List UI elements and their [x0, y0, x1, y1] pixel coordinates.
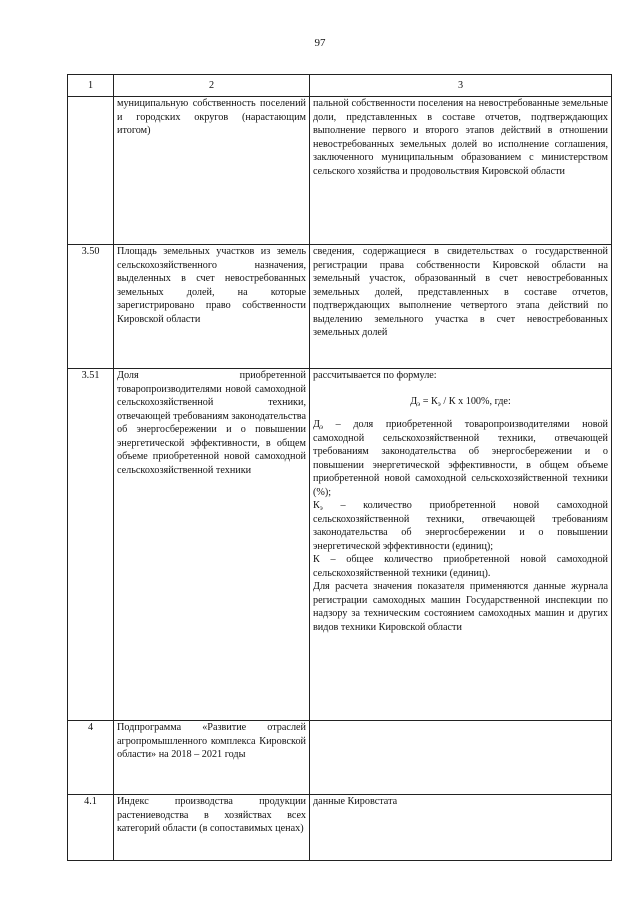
- table-row: [68, 369, 612, 721]
- definition-symbol: К: [313, 554, 320, 565]
- definition-text: – количество приобретенной новой самоходной сельскохозяйственной техники, отвечающей требованиям законодательства об энергосбережении и о повышении энергетической эффективности (единиц);: [313, 500, 608, 552]
- formula: [313, 395, 608, 409]
- formula-rest: / К х 100%, где:: [440, 395, 511, 407]
- row-number: 3.50: [68, 245, 114, 369]
- data-source-note: Для расчета значения показателя применяются данные журнала регистрации самоходных машин Государственной инспекции по надзору за техническим состоянием самоходных машин и других видов техники Кировской области: [313, 581, 608, 633]
- column-header-1: 1: [68, 75, 114, 97]
- page-number: 97: [314, 37, 326, 49]
- row-number: 4: [68, 721, 114, 795]
- definition-text: – доля приобретенной товаропроизводителями новой самоходной сельскохозяйственной техники, отвечающей требованиям законодательства об энергосбережении и о повышении энергетической эффективности, в общем объеме приобретенной новой самоходной сельскохозяйственной техники (%);: [313, 419, 608, 498]
- column-header-2: 2: [114, 75, 310, 97]
- indicator-name: Подпрограмма «Развитие отраслей агропромышленного комплекса Кировской области» на 2018 – 2021 годы: [114, 721, 310, 795]
- row-number: 4.1: [68, 795, 114, 861]
- table-row: [68, 245, 612, 369]
- indicator-method: [310, 721, 612, 795]
- indicator-method: пальной собственности поселения на невостребованные земельные доли, представленных в составе отчетов, подтверждающих выполнение первого и второго этапов действий в отношении невостребованных земельных долей во исполнение соглашения, заключенного муниципальным образованием с министерством сельского хозяйства и продовольствия Кировской области: [310, 97, 612, 245]
- definition-symbol: Д: [313, 419, 320, 430]
- formula-subscript: э: [437, 399, 441, 408]
- indicator-name: Площадь земельных участков из земель сельскохозяйственного назначения, выделенных в счет невостребованных земельных долей, на которые зарегистрировано право собственности Кировской области: [114, 245, 310, 369]
- indicator-method: [310, 369, 612, 721]
- definition-symbol: К: [313, 500, 320, 511]
- table-row: [68, 97, 612, 245]
- indicator-name: Доля приобретенной товаропроизводителями новой самоходной сельскохозяйственной техники, отвечающей требованиям законодательства об энергосбережении и о повышении энергетической эффективности, в общем объеме приобретенной новой самоходной сельскохозяйственной техники: [114, 369, 310, 721]
- column-header-3: 3: [310, 75, 612, 97]
- formula-definition: [313, 499, 608, 553]
- formula-equals-k: = К: [420, 395, 438, 407]
- table-row: [68, 721, 612, 795]
- formula-intro: рассчитывается по формуле:: [313, 370, 437, 381]
- row-number: [68, 97, 114, 245]
- indicator-method: данные Кировстата: [310, 795, 612, 861]
- indicator-name: Индекс производства продукции растениеводства в хозяйствах всех категорий области (в сопоставимых ценах): [114, 795, 310, 861]
- indicator-method: сведения, содержащиеся в свидетельствах о государственной регистрации права собственности Кировской области на земельный участок, образованный в счет невостребованных земельных долей, представленных в составе отчетов, подтверждающих выполнение четвертого этапа действий по выделению земельного участка в счет невостребованных земельных долей: [310, 245, 612, 369]
- indicator-name: муниципальную собственность поселений и городских округов (нарастающим итогом): [114, 97, 310, 245]
- table-header-row: [68, 75, 612, 97]
- definition-text: – общее количество приобретенной новой самоходной сельскохозяйственной техники (единиц).: [313, 554, 608, 579]
- formula-definition: [313, 553, 608, 580]
- formula-definition: [313, 418, 608, 499]
- table-row: [68, 795, 612, 861]
- formula-subscript: э: [417, 399, 421, 408]
- formula-symbol-d: Д: [410, 395, 418, 407]
- row-number: 3.51: [68, 369, 114, 721]
- indicator-table: [67, 74, 612, 861]
- definition-subscript: э: [319, 504, 323, 512]
- definition-subscript: э: [319, 423, 323, 431]
